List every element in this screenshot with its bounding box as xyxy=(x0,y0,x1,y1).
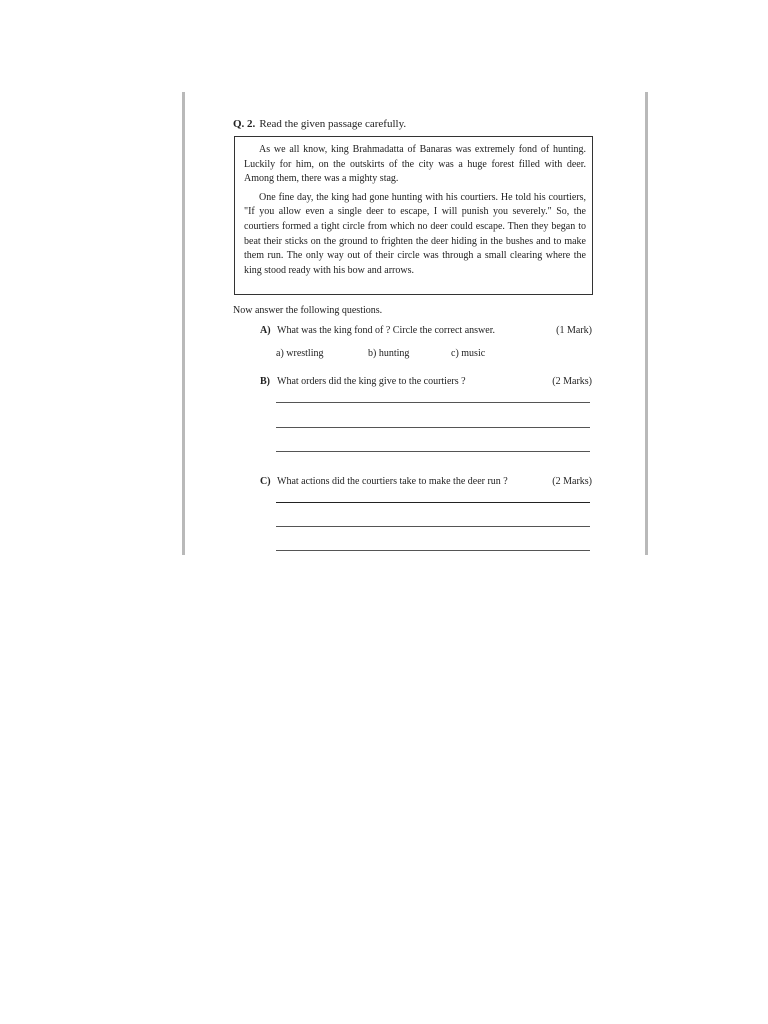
option-c[interactable]: c) music xyxy=(451,348,486,359)
passage-box xyxy=(234,136,593,295)
option-b[interactable]: b) hunting xyxy=(368,348,410,359)
option-a[interactable]: a) wrestling xyxy=(276,348,324,359)
page-border-left xyxy=(182,92,185,555)
subquestion-a-text: What was the king fond of ? Circle the correct answer. xyxy=(277,325,495,336)
question-instruction: Read the given passage carefully. xyxy=(259,118,407,130)
subquestion-b-marks: (2 Marks) xyxy=(552,376,592,387)
answer-line-c-1[interactable] xyxy=(276,502,590,503)
subquestion-c-marks: (2 Marks) xyxy=(552,476,592,487)
question-number: Q. 2. xyxy=(233,118,256,130)
question-heading xyxy=(233,117,406,131)
subquestion-b xyxy=(260,375,592,388)
answer-instruction: Now answer the following questions. xyxy=(233,305,383,316)
passage-paragraph-2: One fine day, the king had gone hunting with his courtiers. He told his courtiers, "If you allow even a single deer to escape, I will punish you severely." So, the courtiers formed a tight circle from which no deer could escape. Then they began to beat their sticks on the ground to frighten the deer hiding in the bushes and to make them run. The only way out of their circle was through a small clearing where the king stood ready with his bow and arrows. xyxy=(244,191,586,276)
subquestion-b-label: B) xyxy=(260,376,270,387)
answer-line-b-3[interactable] xyxy=(276,451,590,452)
subquestion-a-marks: (1 Mark) xyxy=(556,325,592,336)
answer-line-c-2[interactable] xyxy=(276,526,590,527)
subquestion-c xyxy=(260,475,592,488)
passage-paragraph-1: As we all know, king Brahmadatta of Banaras was extremely fond of hunting. Luckily for him, on the outskirts of the city was a huge forest filled with deer. Among them, there was a mighty stag. xyxy=(244,144,586,185)
answer-line-c-3[interactable] xyxy=(276,550,590,551)
page-border-right xyxy=(645,92,648,555)
answer-line-b-2[interactable] xyxy=(276,427,590,428)
subquestion-a xyxy=(260,324,592,337)
subquestion-c-text: What actions did the courtiers take to make the deer run ? xyxy=(277,476,508,487)
answer-line-b-1[interactable] xyxy=(276,402,590,403)
subquestion-b-text: What orders did the king give to the courtiers ? xyxy=(277,376,466,387)
subquestion-a-label: A) xyxy=(260,325,271,336)
subquestion-c-label: C) xyxy=(260,476,271,487)
